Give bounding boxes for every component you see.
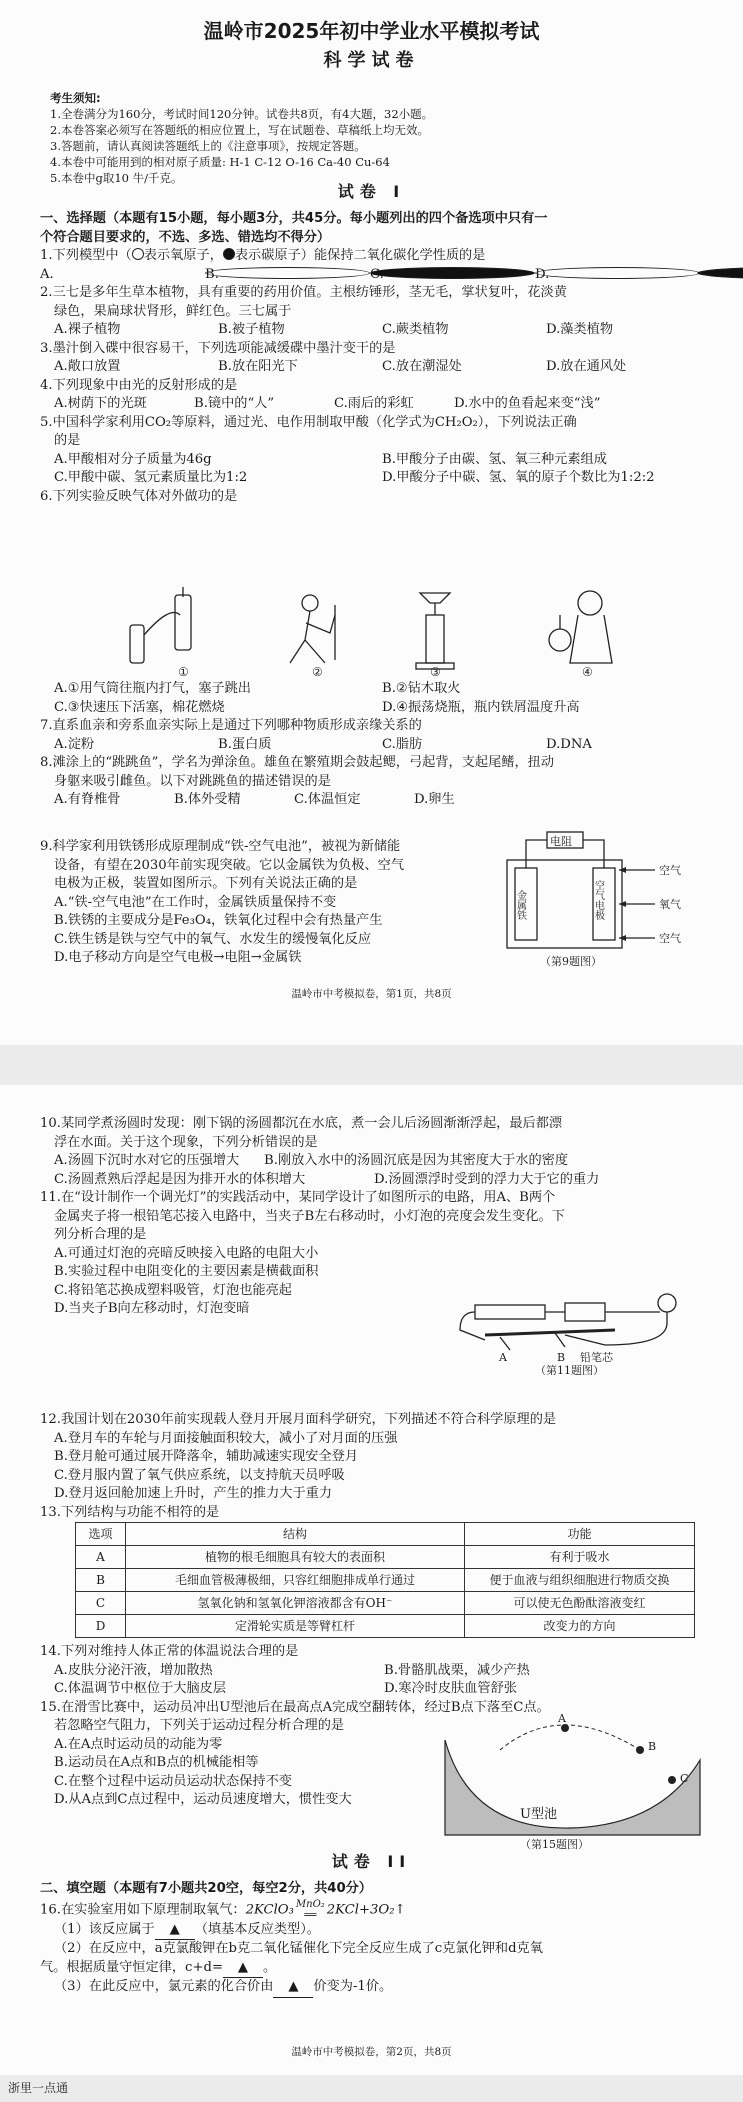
q9-option: C.铁生锈是铁与空气中的氧气、水发生的缓慢氧化反应 (54, 931, 372, 947)
part2-heading: 二、填空题（本题有7小题共20空，每空2分，共40分） (40, 1881, 372, 1896)
q12-stem: 12.我国计划在2030年前实现载人登月开展月面科学研究，下列描述不符合科学原理的是 (40, 1412, 557, 1427)
q15-caption: （第15题图） (520, 1838, 589, 1850)
figure-drilling-wood (290, 595, 335, 663)
answer-blank: ▲ (273, 1978, 313, 1998)
q16-part2: （2）在反应中，a克氯酸钾在b克二氧化锰催化下完全反应生成了c克氯化钾和d克氧 (54, 1941, 543, 1956)
part2-block (40, 1880, 720, 1998)
q16-stem: 16.在实验室用如下原理制取氧气：2KClO₃ MnO₂ ══ 2KCl+3O₂↑ (40, 1898, 406, 1921)
q9-option: D.电子移动方向是空气电极→电阻→金属铁 (54, 950, 302, 965)
q6-to-q8-block (40, 680, 710, 810)
q11-option: B.实验过程中电阻变化的主要因素是横截面积 (54, 1264, 319, 1279)
q5-options: A.甲酸相对分子质量为46g B.甲酸分子由碳、氢、氧三种元素组成 (54, 451, 607, 467)
q4-stem: 4.下列现象中由光的反射形成的是 (40, 377, 238, 393)
q7-stem: 7.直系血亲和旁系血亲实际上是通过下列哪种物质形成亲缘关系的 (40, 718, 422, 733)
part1-heading: 一、选择题（本题有15小题，每小题3分，共45分。每小题列出的四个备选项中只有一 (40, 211, 548, 226)
q3-stem: 3.墨汁倒入碟中很容易干，下列选项能减缓碟中墨汁变干的是 (40, 340, 396, 356)
q15-option: B.运动员在A点和B点的机械能相等 (54, 1755, 259, 1770)
clip-b-label: B (557, 1351, 566, 1364)
part1-heading: 个符合题目要求的，不选、多选、错选均不得分） (40, 229, 331, 245)
point-c-label: C (680, 1772, 689, 1785)
part1-block (40, 210, 710, 506)
clip-a-label: A (499, 1351, 507, 1364)
fig-label: ① (178, 665, 189, 677)
q8-options: A.有脊椎骨 B.体外受精 C.体温恒定 D.卵生 (54, 792, 455, 807)
q11-stem: 金属夹子将一根铅笔芯接入电路中，当夹子B左右移动时，小灯泡的亮度会发生变化。下 (54, 1208, 565, 1224)
q8-stem: 8.滩涂上的“跳跳鱼”，学名为弹涂鱼。雄鱼在繁殖期会鼓起鳃，弓起背，支起尾鳍，扭动 (40, 755, 554, 770)
q5-stem: 的是 (54, 433, 81, 448)
q1-options (40, 266, 710, 285)
pencil-lead-label: 铅笔芯 (580, 1351, 613, 1364)
fig-label: ② (312, 665, 323, 677)
q15-figure-halfpipe (440, 1710, 710, 1850)
q10-options: A.汤圆下沉时水对它的压强增大 B.刚放入水中的汤圆沉底是因为其密度大于水的密度 (54, 1153, 569, 1168)
air-label: 空气 (659, 932, 681, 945)
exam-page-2 (0, 1085, 743, 2075)
q3-options: A.敞口放置 B.放在阳光下 C.放在潮湿处 D.放在通风处 (54, 359, 627, 374)
q14-options: A.皮肤分泌汗液，增加散热 B.骨骼肌战栗，减少产热 (54, 1662, 530, 1678)
q11-stem: 列分析合理的是 (54, 1227, 147, 1242)
notice-line: 3.答题前，请认真阅读答题纸上的《注意事项》，按规定答题。 (50, 139, 366, 153)
notice-block (50, 90, 710, 186)
q2-options: A.裸子植物 B.被子植物 C.蕨类植物 D.藻类植物 (54, 322, 614, 337)
q12-option: D.登月返回舱加速上升时，产生的推力大于重力 (54, 1486, 333, 1501)
q12-option: A.登月车的车轮与月面接触面积较大，减小了对月面的压强 (54, 1430, 398, 1446)
q11-option: A.可通过灯泡的亮暗反映接入电路的电阻大小 (54, 1245, 319, 1261)
fig-label: ④ (582, 665, 593, 677)
q6-options: A.①用气筒往瓶内打气，塞子跳出 B.②钻木取火 (54, 681, 461, 696)
q2-stem: 2.三七是多年生草本植物，具有重要的药用价值。主根纺锤形，茎无毛，掌状复叶，花淡黄 (40, 285, 567, 300)
q14-options: C.体温调节中枢位于大脑皮层 D.寒冷时皮肤血管舒张 (54, 1681, 517, 1696)
q6-options: C.③快速压下活塞，棉花燃烧 D.④振荡烧瓶，瓶内铁屑温度升高 (54, 699, 580, 715)
q16-part3: （3）在此反应中，氯元素的化合价由 ▲ 价变为-1价。 (40, 1978, 720, 1998)
q5-stem: 5.中国科学家利用CO₂等原料，通过光、电作用制取甲酸（化学式为CH₂O₂），下列说法正确 (40, 414, 577, 430)
q9-stem: 设备，有望在2030年前实现突破。它以金属铁为负极、空气 (54, 857, 405, 873)
exam-title: 温岭市2025年初中学业水平模拟考试 (203, 19, 540, 43)
q11-stem: 11.在“设计制作一个调光灯”的实践活动中，某同学设计了如图所示的电路，用A、B两个 (40, 1190, 556, 1205)
watermark: 浙里一点通 (8, 2081, 69, 2095)
oxygen-atom-icon (700, 267, 743, 279)
q11-option: C.将铅笔芯换成塑料吸管，灯泡也能亮起 (54, 1282, 292, 1298)
answer-blank: ▲ (155, 1921, 195, 1941)
table-row: B 毛细血管极薄极细，只容红细胞排成单行通过 便于血液与组织细胞进行物质交换 (76, 1569, 695, 1592)
q9-option: A.“铁-空气电池”在工作时，金属铁质量保持不变 (54, 894, 337, 910)
figure-piston-cotton (416, 593, 454, 669)
figure-girl-flask (549, 591, 612, 663)
q1-stem: 1.下列模型中（ 表示氧原子， 表示碳原子）能保持二氧化碳化学性质的是 (40, 248, 486, 263)
q1-option-b: B. (205, 266, 370, 285)
q10-stem: 浮在水面。关于这个现象，下列分析错误的是 (54, 1134, 318, 1150)
q11-option: D.当夹子B向左移动时，灯泡变暗 (54, 1301, 250, 1316)
q11-figure-circuit (455, 1275, 705, 1375)
q7-options: A.淀粉 B.蛋白质 C.脂肪 D.DNA (54, 736, 592, 752)
q5-options: C.甲酸中碳、氢元素质量比为1:2 D.甲酸分子中碳、氢、氧的原子个数比为1:2:2 (54, 470, 655, 485)
notice-line: 1.全卷满分为160分，考试时间120分钟。试卷共8页，有4大题，32小题。 (50, 107, 434, 121)
q6-figures (120, 585, 640, 677)
q9-stem: 9.科学家利用铁锈形成原理制成“铁-空气电池”，被视为新储能 (40, 839, 401, 854)
q11-caption: （第11题图） (535, 1364, 604, 1375)
page-footer: 温岭市中考模拟卷，第1页，共8页 (291, 988, 452, 1000)
notice-line: 4.本卷中可能用到的相对原子质量: H-1 C-12 O-16 Ca-40 Cu-64 (50, 155, 390, 169)
q15-option: C.在整个过程中运动员运动状态保持不变 (54, 1773, 292, 1789)
q15-option: D.从A点到C点过程中，运动员速度增大，惯性变大 (54, 1792, 352, 1807)
q16-part2: 气。根据质量守恒定律，c+d= ▲ 。 (40, 1959, 720, 1979)
q8-stem: 身躯来吸引雌鱼。以下对跳跳鱼的描述错误的是 (54, 773, 331, 789)
q12-option: B.登月舱可通过展开降落伞，辅助减速实现安全登月 (54, 1449, 359, 1464)
table-row: D 定滑轮实质是等臂杠杆 改变力的方向 (76, 1615, 695, 1638)
u-pool-label: U型池 (520, 1807, 557, 1822)
air-label: 空气 (659, 864, 681, 877)
q9-block (40, 838, 540, 968)
figure-pump-bottle (130, 587, 191, 663)
q15-stem: 若忽略空气阻力，下列关于运动过程分析合理的是 (54, 1718, 345, 1733)
table-row: A 植物的根毛细胞具有较大的表面积 有利于吸水 (76, 1546, 695, 1569)
q13-stem: 13.下列结构与功能不相符的是 (40, 1504, 220, 1520)
q9-option: B.铁锈的主要成分是Fe₃O₄，铁氧化过程中会有热量产生 (54, 913, 383, 928)
q12-option: C.登月服内置了氧气供应系统，以支持航天员呼吸 (54, 1467, 345, 1483)
air-electrode-label: 空气电极 (592, 880, 604, 920)
q15-option: A.在A点时运动员的动能为零 (54, 1736, 223, 1752)
q10-options: C.汤圆煮熟后浮起是因为排开水的体积增大 D.汤圆漂浮时受到的浮力大于它的重力 (54, 1171, 600, 1187)
exam-subtitle: 科学试卷 (323, 50, 420, 71)
q1-option-d: D. (535, 266, 700, 285)
q9-stem: 电极为正极，装置如图所示。下列有关说法正确的是 (54, 876, 358, 891)
point-b-label: B (648, 1740, 657, 1753)
oxygen-atom-icon (132, 248, 144, 260)
exam-page-1 (0, 0, 743, 1045)
section-title-2: 试卷 II (331, 1852, 412, 1871)
notice-line: 2.本卷答案必须写在答题纸的相应位置上，写在试题卷、草稿纸上均无效。 (50, 123, 429, 137)
page-footer: 温岭市中考模拟卷，第2页，共8页 (291, 2046, 452, 2058)
carbon-atom-icon (223, 248, 235, 260)
q1-option-c: C. (370, 266, 535, 285)
q9-caption: （第9题图） (540, 955, 602, 968)
q4-options: A.树荫下的光斑 B.镜中的“人” C.雨后的彩虹 D.水中的鱼看起来变“浅” (54, 396, 601, 411)
point-a-label: A (558, 1712, 566, 1725)
notice-title: 考生须知: (50, 91, 101, 105)
q12-block (40, 1411, 720, 1522)
q15-stem: 15.在滑雪比赛中，运动员冲出U型池后在最高点A完成空翻转体，经过B点下落至C点。 (40, 1699, 550, 1715)
resistor-label: 电阻 (550, 835, 572, 848)
oxygen-label: 氧气 (659, 898, 681, 911)
table-header-row: 选项 结构 功能 (76, 1523, 695, 1546)
q13-table (75, 1522, 695, 1638)
q10-stem: 10.某同学煮汤圆时发现：刚下锅的汤圆都沉在水底，煮一会儿后汤圆渐渐浮起，最后都漂 (40, 1116, 563, 1131)
section-title-1: 试卷 I (337, 182, 406, 201)
table-row: C 氢氧化钠和氢氧化钾溶液都含有OH⁻ 可以使无色酚酞溶液变红 (76, 1592, 695, 1615)
q6-stem: 6.下列实验反映气体对外做功的是 (40, 488, 238, 504)
fig-label: ③ (430, 665, 441, 677)
answer-blank: ▲ (223, 1959, 263, 1979)
metal-iron-label: 金属铁 (514, 890, 526, 920)
q1-option-a: A. (40, 266, 205, 285)
q14-stem: 14.下列对维持人体正常的体温说法合理的是 (40, 1644, 299, 1659)
q2-stem: 绿色，果扁球状肾形，鲜红色。三七属于 (54, 303, 292, 319)
q16-part1: （1）该反应属于 ▲ （填基本反应类型）。 (40, 1921, 720, 1941)
notice-line: 5.本卷中g取10 牛/千克。 (50, 171, 183, 185)
q9-figure-battery (495, 828, 725, 968)
